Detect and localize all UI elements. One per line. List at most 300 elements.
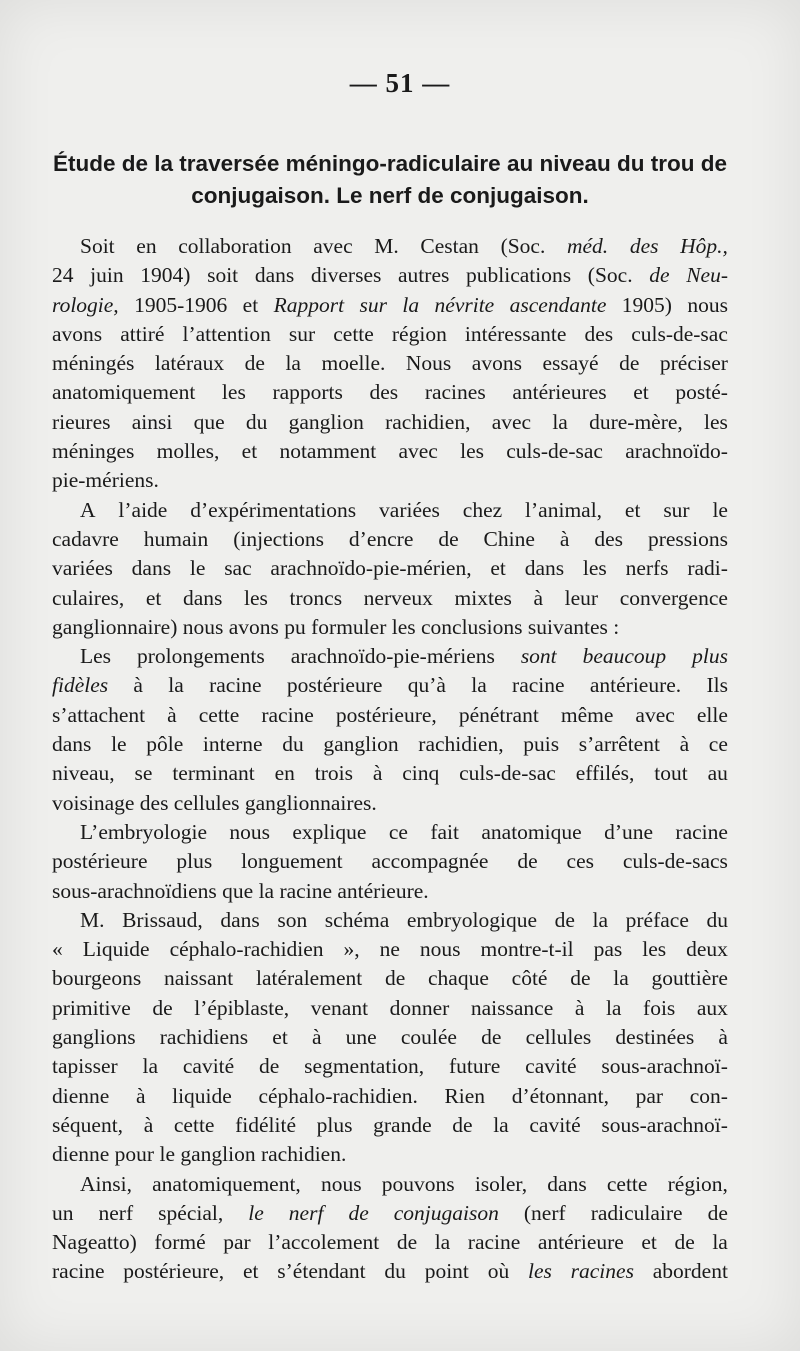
text-segment: par — [635, 1083, 664, 1108]
text-segment: ce — [708, 732, 728, 757]
text-segment: qu’à — [407, 673, 446, 698]
italic-text: de — [348, 1200, 369, 1225]
text-segment: sur — [288, 321, 316, 346]
text-segment: dans — [254, 263, 295, 288]
text-segment: préciser — [659, 351, 728, 376]
text-segment: racines — [424, 380, 486, 405]
text-segment: pas — [593, 937, 623, 962]
text-segment: s’arrêtent — [578, 732, 660, 757]
text-segment: naissant — [163, 966, 234, 991]
text-segment: humain — [143, 526, 209, 551]
text-segment: s’attachent — [52, 702, 146, 727]
text-segment: cellules — [525, 1025, 592, 1050]
text-segment: du — [706, 907, 728, 932]
text-segment: rapports — [272, 380, 343, 405]
text-segment: Nageatto) — [52, 1230, 137, 1255]
text-segment: fait — [430, 819, 459, 844]
text-segment: de — [452, 1112, 473, 1137]
text-segment: dans — [182, 585, 223, 610]
text-segment: diverses — [310, 263, 382, 288]
text-segment: et — [633, 380, 649, 405]
text-segment: la — [592, 907, 609, 932]
text-segment: dans — [547, 1171, 587, 1196]
text-segment: longuement — [241, 849, 343, 874]
text-segment: future — [449, 1054, 501, 1079]
text-segment: chaque — [428, 966, 489, 991]
text-segment: rachidien, — [418, 732, 504, 757]
text-segment: embryologique — [406, 907, 538, 932]
text-segment: de — [554, 907, 575, 932]
text-segment: M. — [80, 907, 105, 932]
text-segment: Ainsi, — [80, 1171, 132, 1196]
text-segment: arachnoïdo-pie-mérien, — [270, 556, 472, 581]
text-segment: bourgeons — [52, 966, 142, 991]
text-line — [52, 466, 728, 495]
text-segment: arachnoïdo-pie-mériens — [290, 644, 495, 669]
text-segment: 1905) — [621, 292, 672, 317]
text-segment: prolongements — [136, 644, 265, 669]
text-segment: d’encre — [348, 526, 414, 551]
italic-text: conjugaison — [393, 1200, 499, 1225]
text-segment: accompagnée — [371, 849, 489, 874]
text-segment: (Soc. — [587, 263, 633, 288]
text-segment: pressions — [647, 526, 728, 551]
text-segment: que — [193, 409, 225, 434]
text-segment: grande — [373, 1112, 432, 1137]
page-number: — 51 — — [349, 68, 451, 98]
text-segment: du — [384, 1259, 406, 1284]
text-segment: tapisser — [52, 1054, 118, 1079]
text-segment: l’animal, — [525, 497, 603, 522]
text-segment: à — [718, 1025, 728, 1050]
text-segment: où — [487, 1259, 510, 1284]
text-line — [52, 642, 728, 671]
text-segment: (injections — [233, 526, 324, 551]
text-segment: point — [424, 1259, 469, 1284]
italic-text: beaucoup — [582, 644, 667, 669]
text-segment: rachidien, — [385, 409, 471, 434]
text-segment: céphalo-rachidien. — [258, 1083, 418, 1108]
text-line — [52, 613, 728, 642]
text-line — [52, 232, 728, 261]
text-line — [52, 408, 728, 437]
text-segment: culs-de-sac — [631, 321, 728, 346]
text-segment: 1904) — [140, 263, 191, 288]
text-segment: ainsi — [131, 409, 173, 434]
text-segment: ganglions — [52, 1025, 136, 1050]
text-segment: la — [168, 673, 184, 698]
text-line — [52, 730, 728, 759]
text-segment: ces — [566, 849, 594, 874]
text-segment: attiré — [120, 321, 165, 346]
text-segment: un — [52, 1200, 74, 1225]
italic-text: névrite — [434, 292, 495, 317]
text-segment: région — [391, 321, 447, 346]
text-segment: des — [584, 321, 614, 346]
text-segment: Ils — [706, 673, 728, 698]
text-segment: venant — [310, 995, 369, 1020]
text-segment: même — [560, 702, 614, 727]
italic-text: racines — [570, 1259, 634, 1284]
text-line — [52, 378, 728, 407]
text-line — [52, 789, 728, 818]
text-segment: sous-arachnoï- — [601, 1112, 728, 1137]
text-segment: les — [221, 380, 246, 405]
text-line — [52, 1052, 728, 1081]
text-segment: culaires, — [52, 585, 125, 610]
text-segment: notamment — [279, 439, 377, 464]
text-segment: de — [619, 351, 640, 376]
text-segment: puis — [523, 732, 560, 757]
text-segment: avons — [471, 351, 522, 376]
text-line — [52, 496, 728, 525]
text-segment: culs-de-sac — [506, 439, 603, 464]
text-segment: à — [311, 1025, 322, 1050]
text-segment: publications — [466, 263, 572, 288]
text-segment: cavité — [525, 1054, 577, 1079]
text-segment: l’accolement — [268, 1230, 380, 1255]
italic-text: plus — [692, 644, 728, 669]
italic-text: de — [649, 263, 670, 288]
text-line — [52, 877, 728, 906]
text-segment: convergence — [619, 585, 728, 610]
text-segment: (nerf — [523, 1200, 566, 1225]
text-segment: A — [80, 497, 96, 522]
text-segment: M. — [374, 234, 399, 258]
text-segment: Soit — [80, 234, 115, 258]
text-segment: dienne pour le ganglion rachidien. — [52, 1142, 347, 1167]
text-segment: cette — [198, 702, 240, 727]
text-segment: montre-t-il — [480, 937, 574, 962]
text-segment: nous — [229, 819, 270, 844]
text-segment: », — [343, 937, 360, 962]
text-segment: et — [242, 292, 259, 317]
text-segment: l’épiblaste, — [194, 995, 290, 1020]
text-segment: et — [490, 556, 506, 581]
text-segment: leur — [564, 585, 599, 610]
text-segment: intéressante — [464, 321, 567, 346]
text-segment: Nous — [405, 351, 452, 376]
text-segment: Cestan — [420, 234, 479, 258]
text-segment: elle — [696, 702, 728, 727]
text-segment: aux — [696, 995, 728, 1020]
text-segment: au — [707, 761, 728, 786]
text-segment: antérieure. — [589, 673, 682, 698]
text-segment: et — [241, 439, 258, 464]
text-segment: à — [559, 526, 570, 551]
text-segment: 24 — [52, 263, 74, 288]
text-segment: racine — [675, 819, 728, 844]
text-segment: essayé — [542, 351, 599, 376]
text-segment: cette — [606, 1171, 648, 1196]
text-segment: segmentation, — [304, 1054, 425, 1079]
text-segment: postérieure — [286, 673, 383, 698]
text-segment: ne — [379, 937, 400, 962]
text-segment: mixtes — [454, 585, 512, 610]
text-segment: anatomiquement — [52, 380, 196, 405]
text-segment: le — [111, 732, 127, 757]
italic-text: des — [629, 234, 659, 258]
text-segment: 1905-1906 — [134, 292, 228, 317]
text-segment: la — [471, 673, 487, 698]
text-segment: à — [167, 702, 177, 727]
text-segment: et — [145, 585, 162, 610]
text-segment: anatomique — [481, 819, 582, 844]
italic-text: nerf — [288, 1200, 324, 1225]
text-segment: nous — [687, 292, 728, 317]
text-line — [52, 437, 728, 466]
text-segment: cadavre — [52, 526, 119, 551]
text-segment: du — [282, 732, 304, 757]
text-segment: des — [369, 380, 399, 405]
section-heading — [52, 148, 728, 212]
text-segment: à — [679, 732, 690, 757]
text-segment: postérieure, — [123, 1259, 225, 1284]
text-segment: niveau, — [52, 761, 115, 786]
text-segment: se — [134, 761, 153, 786]
text-segment: sur — [663, 497, 690, 522]
text-segment: variées — [52, 556, 113, 581]
text-segment: des — [594, 526, 623, 551]
text-line — [52, 525, 728, 554]
text-segment: dans — [220, 907, 260, 932]
text-line — [52, 906, 728, 935]
text-segment: molles, — [156, 439, 220, 464]
text-segment: schéma — [324, 907, 390, 932]
text-segment: de — [396, 1230, 418, 1255]
text-segment: de — [152, 995, 173, 1020]
text-line — [52, 320, 728, 349]
text-segment: radi- — [687, 556, 728, 581]
text-line — [52, 1140, 728, 1169]
text-segment: variées — [379, 497, 440, 522]
text-segment: destinées — [615, 1025, 695, 1050]
text-segment: sous-arachnoïdiens que la racine antérieure. — [52, 878, 429, 903]
text-segment: plus — [176, 849, 213, 874]
text-segment: cinq — [402, 761, 440, 786]
text-segment: de — [707, 1200, 728, 1225]
text-segment: coulée — [400, 1025, 457, 1050]
text-segment: isoler, — [474, 1171, 528, 1196]
text-segment: de — [384, 966, 406, 991]
text-segment: primitive — [52, 995, 131, 1020]
text-segment: avec — [313, 234, 353, 258]
text-segment: de — [244, 351, 265, 376]
text-line — [52, 1257, 728, 1286]
text-segment: naissance — [470, 995, 554, 1020]
text-segment: d’expérimentations — [190, 497, 357, 522]
text-segment: fidélité — [235, 1112, 296, 1137]
text-segment: racine — [52, 1259, 105, 1284]
text-segment: collaboration — [178, 234, 292, 258]
text-segment: racine — [512, 673, 565, 698]
text-segment: chez — [462, 497, 503, 522]
text-segment: la — [493, 1112, 509, 1137]
text-line — [52, 994, 728, 1023]
text-segment: méningés — [52, 351, 135, 376]
italic-text: sont — [520, 644, 557, 669]
text-segment: plus — [316, 1112, 353, 1137]
text-segment: racine — [261, 702, 314, 727]
italic-text: ascendante — [509, 292, 607, 317]
text-line — [52, 964, 728, 993]
text-segment: la — [605, 995, 622, 1020]
text-line — [52, 935, 728, 964]
text-segment: les — [244, 585, 268, 610]
text-segment: postérieure — [52, 849, 148, 874]
text-segment: et — [272, 1025, 288, 1050]
text-segment: la — [712, 1230, 728, 1255]
text-segment: antérieures — [512, 380, 607, 405]
text-line — [52, 349, 728, 378]
text-segment: arachnoïdo- — [625, 439, 728, 464]
text-segment: culs-de-sacs — [622, 849, 728, 874]
text-segment: ganglionnaire) nous avons pu formuler les conclusions suivantes : — [52, 614, 620, 639]
text-line — [52, 1082, 728, 1111]
text-line — [52, 701, 728, 730]
text-segment: à — [533, 585, 544, 610]
text-segment: avec — [491, 409, 532, 434]
text-segment: de — [517, 849, 538, 874]
text-segment: L’embryologie — [80, 819, 207, 844]
text-segment: l’attention — [182, 321, 271, 346]
text-segment: à — [574, 995, 585, 1020]
text-segment: latéraux — [154, 351, 225, 376]
text-segment: ce — [388, 819, 408, 844]
text-segment: à — [372, 761, 383, 786]
text-segment: de — [481, 1025, 502, 1050]
text-segment: trois — [314, 761, 353, 786]
text-segment: con- — [689, 1083, 728, 1108]
text-segment: en — [136, 234, 157, 258]
text-segment: rachidiens — [159, 1025, 249, 1050]
text-segment: du — [245, 409, 268, 434]
text-segment: la — [434, 1230, 451, 1255]
text-segment: spécial, — [158, 1200, 224, 1225]
text-segment: formé — [154, 1230, 206, 1255]
text-segment: Rien — [444, 1083, 486, 1108]
text-segment: postérieure, — [335, 702, 437, 727]
text-segment: posté- — [675, 380, 728, 405]
text-segment: à — [133, 673, 143, 698]
text-segment: dienne — [52, 1083, 110, 1108]
text-segment: donner — [389, 995, 450, 1020]
text-segment: d’étonnant, — [511, 1083, 610, 1108]
text-segment: l’aide — [118, 497, 168, 522]
text-segment: effilés, — [575, 761, 635, 786]
text-segment: pouvons — [381, 1171, 455, 1196]
text-segment: préface — [625, 907, 689, 932]
text-segment: latéralement — [255, 966, 363, 991]
text-segment: (Soc. — [500, 234, 546, 258]
heading-line: Étude de la traversée méningo-radiculaire au niveau du trou de — [53, 151, 727, 176]
text-segment: cette — [173, 1112, 215, 1137]
text-line — [52, 759, 728, 788]
text-segment: interne — [202, 732, 263, 757]
text-segment: dans — [131, 556, 172, 581]
text-segment: autres — [398, 263, 450, 288]
text-segment: juin — [90, 263, 124, 288]
text-segment: le — [712, 497, 728, 522]
text-segment: céphalo-rachidien — [169, 937, 324, 962]
text-segment: à — [143, 1112, 154, 1137]
text-segment: nerf — [98, 1200, 134, 1225]
text-segment: de — [674, 1230, 695, 1255]
text-segment: et — [641, 1230, 657, 1255]
text-line — [52, 1199, 728, 1228]
text-segment: la — [552, 409, 568, 434]
text-line — [52, 1023, 728, 1052]
text-segment: la — [285, 351, 301, 376]
text-segment: nous — [320, 1171, 362, 1196]
text-segment: les — [460, 439, 484, 464]
text-segment: fois — [643, 995, 676, 1020]
text-segment: région, — [667, 1171, 728, 1196]
text-segment: dans — [524, 556, 565, 581]
text-line — [52, 671, 728, 700]
italic-text: sur — [359, 292, 387, 317]
text-line — [52, 554, 728, 583]
italic-text: les — [527, 1259, 552, 1284]
text-segment: antérieure — [537, 1230, 624, 1255]
text-segment: avec — [398, 439, 438, 464]
text-segment: par — [223, 1230, 251, 1255]
text-segment: Chine — [483, 526, 535, 551]
text-segment: de — [438, 526, 459, 551]
text-segment: gouttière — [651, 966, 728, 991]
text-segment: méninges — [52, 439, 135, 464]
text-segment: les — [704, 409, 728, 434]
italic-text: Neu- — [686, 263, 728, 288]
text-segment: les — [642, 937, 667, 962]
text-segment: tout — [654, 761, 688, 786]
text-segment: anatomiquement, — [152, 1171, 301, 1196]
text-segment: nous — [419, 937, 461, 962]
text-segment: sac — [224, 556, 252, 581]
text-segment: liquide — [172, 1083, 232, 1108]
italic-text: le — [248, 1200, 264, 1225]
italic-text: fidèles — [52, 673, 109, 698]
italic-text: la — [402, 292, 420, 317]
text-segment: Liquide — [82, 937, 150, 962]
text-segment: nerveux — [363, 585, 433, 610]
text-segment: nerfs — [625, 556, 669, 581]
text-segment: séquent, — [52, 1112, 124, 1137]
text-line — [52, 818, 728, 847]
text-segment: avons — [52, 321, 103, 346]
text-segment: avec — [635, 702, 675, 727]
text-segment: à — [135, 1083, 146, 1108]
text-segment: rieures — [52, 409, 111, 434]
italic-text: méd. — [566, 234, 609, 258]
text-segment: Brissaud, — [122, 907, 203, 932]
text-segment: « — [52, 937, 63, 962]
text-segment: le — [189, 556, 206, 581]
text-segment: pôle — [146, 732, 184, 757]
text-line — [52, 1228, 728, 1257]
text-segment: explique — [292, 819, 367, 844]
text-segment: pénétrant — [458, 702, 539, 727]
text-segment: voisinage des cellules ganglionnaires. — [52, 790, 377, 815]
text-segment: dure-mère, — [589, 409, 683, 434]
text-line — [52, 1170, 728, 1199]
text-segment: côté — [511, 966, 548, 991]
text-segment: de — [570, 966, 591, 991]
italic-text: Hôp., — [680, 234, 728, 258]
heading-line: conjugaison. Le nerf de conjugaison. — [191, 183, 589, 208]
italic-text: Rapport — [273, 292, 345, 317]
text-segment: la — [142, 1054, 159, 1079]
